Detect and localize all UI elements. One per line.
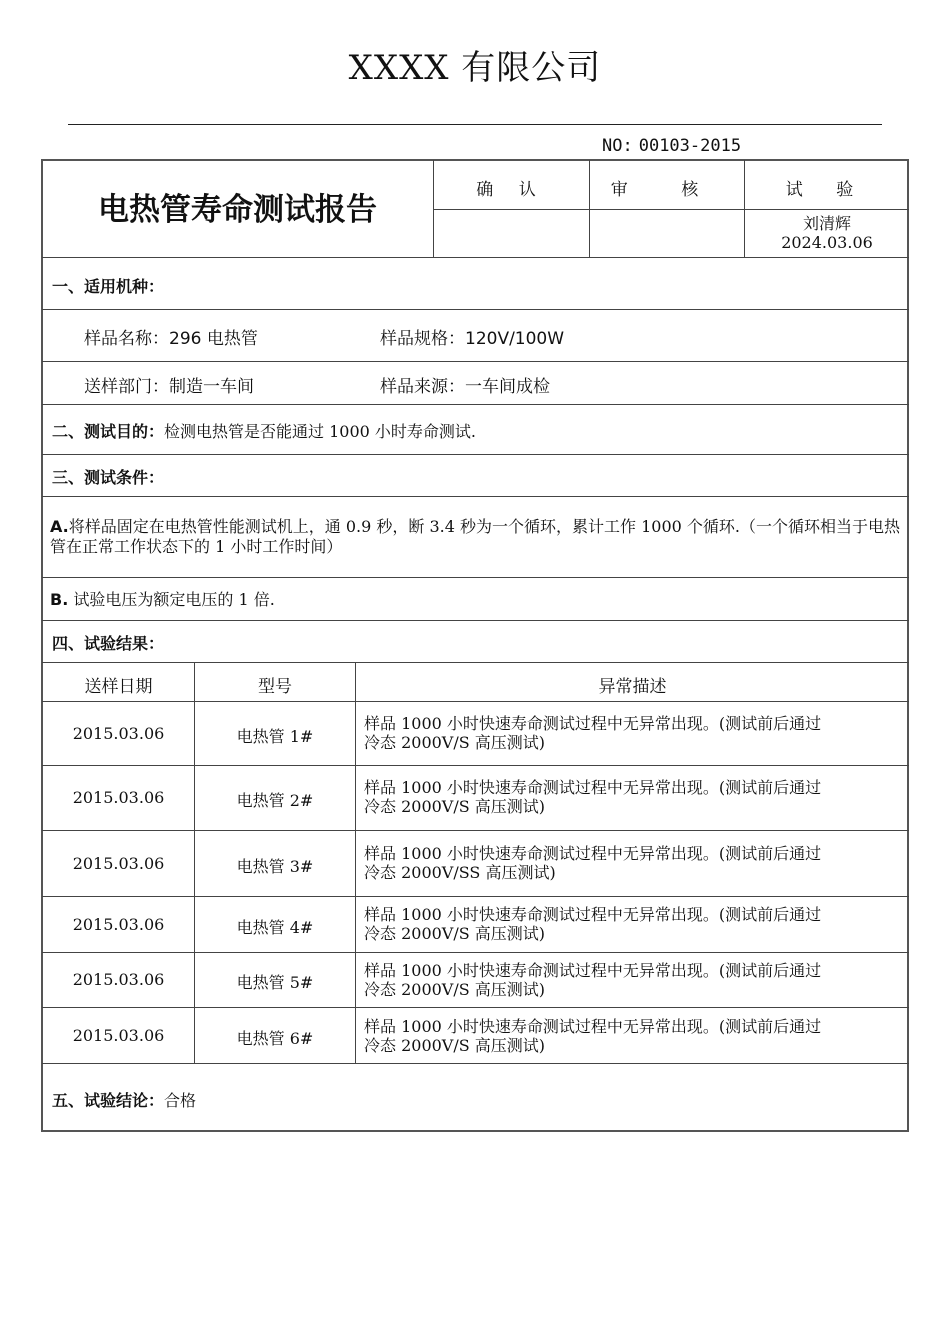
header-rule [68,124,882,125]
sample-dept-label: 送样部门： [84,377,169,397]
table-row-model: 电热管 3# [236,857,314,876]
divider [355,662,356,1063]
sample-dept-field [84,372,254,397]
test-label: 试 验 [785,180,868,200]
tester-date: 2024.03.06 [781,233,873,252]
doc-number [602,136,741,156]
condition-b [50,590,906,610]
section-2-text: 检测电热管是否能通过 1000 小时寿命测试. [164,422,476,441]
tester-signature [745,214,909,252]
sample-source-value: 一车间成检 [465,377,550,397]
divider [42,765,909,766]
doc-number-label: NO: [602,136,633,156]
divider [433,209,909,210]
table-row-model: 电热管 4# [236,918,314,937]
table-row-model: 电热管 5# [236,973,314,992]
sample-name-field [84,324,258,349]
table-row-desc: 样品 1000 小时快速寿命测试过程中无异常出现。(测试前后通过 冷态 2000V/S 高压测试) [364,778,822,816]
section-5-text: 合格 [164,1091,197,1110]
section-5 [52,1088,196,1111]
divider [42,662,909,663]
divider [42,309,909,310]
divider [42,496,909,497]
sample-spec-field [380,324,564,349]
table-row-model: 电热管 6# [236,1029,314,1048]
table-row-desc: 样品 1000 小时快速寿命测试过程中无异常出现。(测试前后通过 冷态 2000V/S 高压测试) [364,905,822,943]
sample-spec-value: 120V/100W [465,329,565,349]
divider [42,404,909,405]
table-row-model: 电热管 2# [236,791,314,810]
table-row-desc: 样品 1000 小时快速寿命测试过程中无异常出现。(测试前后通过 冷态 2000V/S 高压测试) [364,961,822,999]
section-5-heading: 五、试验结论： [52,1091,165,1110]
tester-name: 刘清辉 [802,214,851,233]
table-row-desc: 样品 1000 小时快速寿命测试过程中无异常出现。(测试前后通过 冷态 2000V/S 高压测试) [364,1017,822,1055]
table-row-date: 2015.03.06 [72,788,165,807]
sample-dept-value: 制造一车间 [169,377,254,397]
divider [42,1007,909,1008]
condition-a-marker: A. [50,517,69,536]
doc-number-value: 00103-2015 [638,136,742,156]
sample-name-suffix: 电热管 [201,329,258,349]
divider [42,952,909,953]
table-row-model: 电热管 1# [236,727,314,746]
confirm-label: 确 认 [476,180,546,200]
condition-a-text: 将样品固定在电热管性能测试机上，通 0.9 秒，断 3.4 秒为一个循环，累计工作 1000 个循环.（一个循环相当于电热管在正常工作状态下的 1 小时工作时间） [50,517,900,556]
condition-b-marker: B. [50,590,69,609]
col-header-desc: 异常描述 [598,677,667,697]
sample-name-value: 296 [169,329,202,349]
table-row-desc: 样品 1000 小时快速寿命测试过程中无异常出现。(测试前后通过 冷态 2000V/SS 高压测试) [364,844,822,882]
section-2-heading: 二、测试目的： [52,422,165,441]
table-row-date: 2015.03.06 [72,1026,165,1045]
table-row-date: 2015.03.06 [72,970,165,989]
company-name: XXXX 有限公司 [348,48,602,88]
section-1-heading: 一、适用机种： [52,277,165,296]
divider [42,701,909,702]
review-label: 审 核 [610,180,723,200]
sample-spec-label: 样品规格： [380,329,465,349]
divider [42,830,909,831]
section-3-heading: 三、测试条件： [52,468,165,487]
col-header-date: 送样日期 [84,677,153,697]
divider [42,577,909,578]
divider [42,454,909,455]
condition-a [50,517,906,557]
table-row-date: 2015.03.06 [72,724,165,743]
divider [42,620,909,621]
divider [42,896,909,897]
table-row-date: 2015.03.06 [72,915,165,934]
divider [42,257,909,258]
report-title: 电热管寿命测试报告 [98,192,377,228]
sample-name-label: 样品名称： [84,329,169,349]
sample-source-label: 样品来源： [380,377,465,397]
divider [42,1063,909,1064]
col-header-model: 型号 [258,677,292,697]
sample-source-field [380,372,550,397]
table-row-date: 2015.03.06 [72,854,165,873]
table-row-desc: 样品 1000 小时快速寿命测试过程中无异常出现。(测试前后通过 冷态 2000V/S 高压测试) [364,714,822,752]
divider [42,361,909,362]
section-2 [52,419,476,442]
condition-b-text: 试验电压为额定电压的 1 倍. [73,590,275,609]
section-4-heading: 四、试验结果： [52,634,165,653]
